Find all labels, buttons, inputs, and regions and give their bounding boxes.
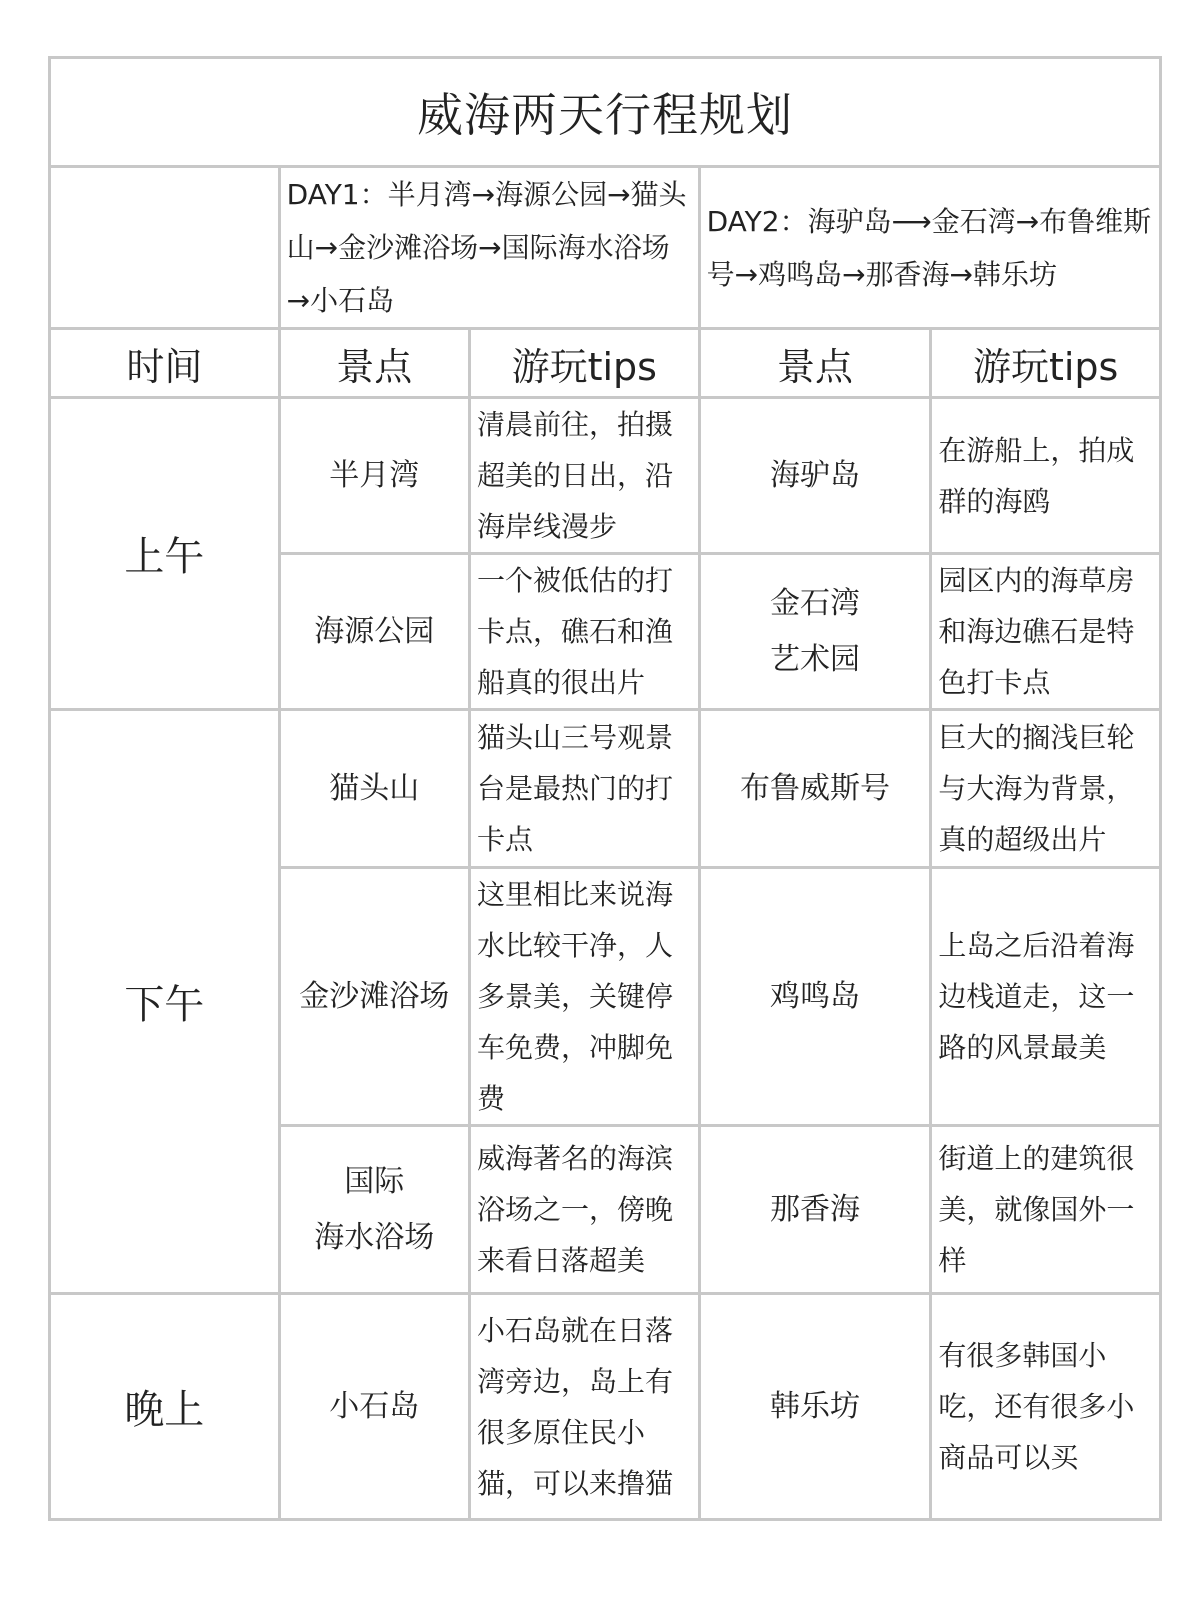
day1-tip: 一个被低估的打卡点，礁石和渔船真的很出片 (469, 554, 699, 710)
day1-tip: 猫头山三号观景台是最热门的打卡点 (469, 710, 699, 868)
header-day1-tips: 游玩tips (469, 329, 699, 398)
route-empty-cell (50, 167, 280, 329)
table-title: 威海两天行程规划 (50, 58, 1161, 167)
day2-tip: 园区内的海草房和海边礁石是特色打卡点 (931, 554, 1161, 710)
day1-spot: 国际 海水浴场 (279, 1126, 469, 1294)
table-row (50, 710, 1161, 868)
period-evening: 晚上 (50, 1294, 280, 1520)
day1-tip: 清晨前往，拍摄超美的日出，沿海岸线漫步 (469, 398, 699, 554)
day2-tip: 在游船上，拍成群的海鸥 (931, 398, 1161, 554)
day2-tip: 上岛之后沿着海边栈道走，这一路的风景最美 (931, 868, 1161, 1126)
day2-spot: 那香海 (699, 1126, 931, 1294)
itinerary-table (48, 56, 1162, 1521)
day2-tip: 有很多韩国小吃，还有很多小商品可以买 (931, 1294, 1161, 1520)
day2-spot: 布鲁威斯号 (699, 710, 931, 868)
day1-tip: 这里相比来说海水比较干净，人多景美，关键停车免费，冲脚免费 (469, 868, 699, 1126)
header-day1-spot: 景点 (279, 329, 469, 398)
day1-route (279, 167, 699, 329)
header-day2-tips: 游玩tips (931, 329, 1161, 398)
day2-tip: 巨大的搁浅巨轮与大海为背景，真的超级出片 (931, 710, 1161, 868)
day1-spot: 半月湾 (279, 398, 469, 554)
header-day2-spot: 景点 (699, 329, 931, 398)
day1-route-text: DAY1：半月湾→海源公园→猫头山→金沙滩浴场→国际海水浴场→小石岛 (286, 178, 687, 317)
day2-tip: 街道上的建筑很美，就像国外一样 (931, 1126, 1161, 1294)
day1-tip: 小石岛就在日落湾旁边，岛上有很多原住民小猫，可以来撸猫 (469, 1294, 699, 1520)
day1-spot: 猫头山 (279, 710, 469, 868)
day2-spot: 鸡鸣岛 (699, 868, 931, 1126)
day2-spot: 韩乐坊 (699, 1294, 931, 1520)
day2-route (699, 167, 1160, 329)
table-row (50, 398, 1161, 554)
period-afternoon: 下午 (50, 710, 280, 1294)
day1-tip: 威海著名的海滨浴场之一，傍晚来看日落超美 (469, 1126, 699, 1294)
day1-spot: 海源公园 (279, 554, 469, 710)
day2-route-text: DAY2：海驴岛⟶金石湾→布鲁维斯号→鸡鸣岛→那香海→韩乐坊 (706, 204, 1152, 291)
day2-spot: 海驴岛 (699, 398, 931, 554)
period-morning: 上午 (50, 398, 280, 710)
header-time: 时间 (50, 329, 280, 398)
day1-spot: 小石岛 (279, 1294, 469, 1520)
day1-spot: 金沙滩浴场 (279, 868, 469, 1126)
day2-spot: 金石湾 艺术园 (699, 554, 931, 710)
table-row (50, 1294, 1161, 1520)
